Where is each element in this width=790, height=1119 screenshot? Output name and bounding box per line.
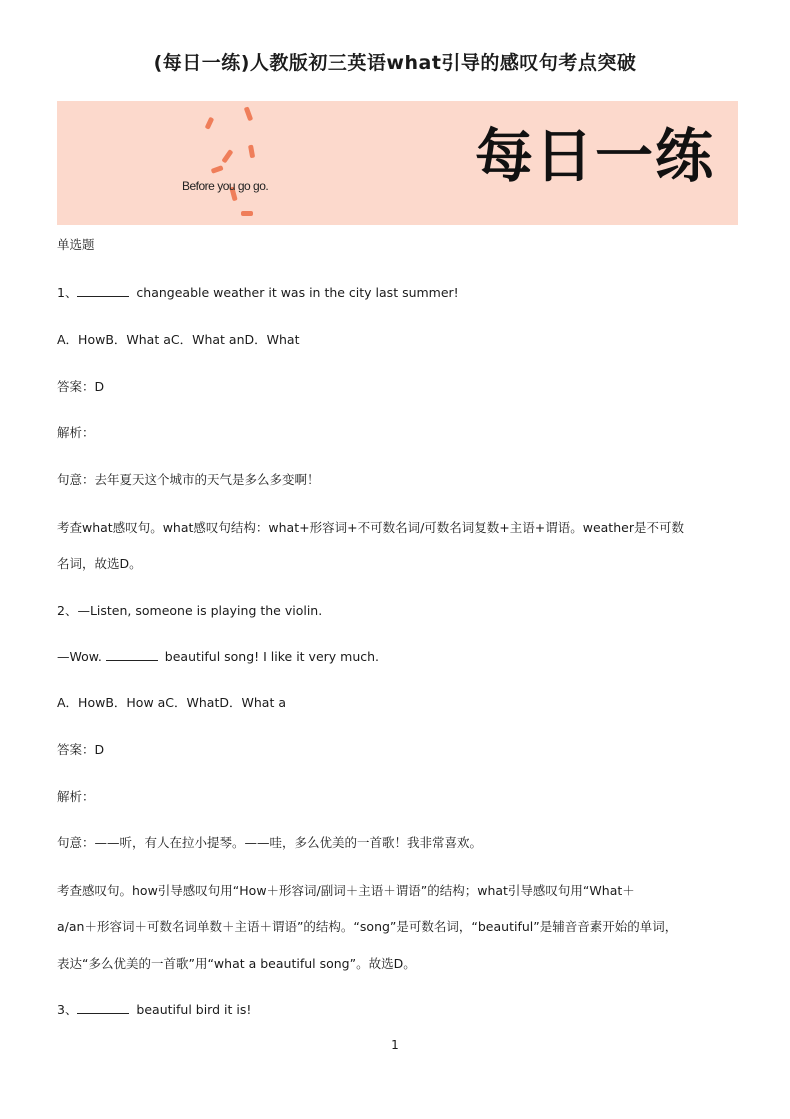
banner-heading: 每日一练 [475,122,716,190]
question-stem: beautiful bird it is! [132,1002,252,1017]
blank-line [106,648,158,661]
question-2-meaning: 句意：——听，有人在拉小提琴。——哇，多么优美的一首歌！我非常喜欢。 [57,835,483,850]
blank-line [77,284,129,297]
question-2-line2 [57,648,379,666]
question-2-explanation-cont: a/an＋形容词＋可数名词单数＋主语＋谓语”的结构。“song”是可数名词，“beautiful”是辅音音素开始的单词， [57,919,678,934]
question-2-answer: 答案：D [57,742,105,757]
dialogue-suffix: beautiful song! I like it very much. [160,649,380,664]
question-1-meaning: 句意：去年夏天这个城市的天气是多么多变啊！ [57,472,320,487]
question-1 [57,284,459,302]
question-2-explanation-end: 表达“多么优美的一首歌”用“what a beautiful song”。故选D。 [57,956,416,971]
question-stem: changeable weather it was in the city last summer! [132,285,459,300]
question-number: 1、 [57,285,78,300]
question-1-explanation: 考查what感叹句。what感叹句结构：what+形容词+不可数名词/可数名词复数+主语+谓语。weather是不可数 [57,520,684,535]
question-2-explanation: 考查感叹句。how引导感叹句用“How＋形容词/副词＋主语＋谓语”的结构；what引导感叹句用“What＋ [57,883,635,898]
question-2-analysis-label: 解析： [57,789,95,804]
banner-image [57,101,738,225]
question-1-analysis-label: 解析： [57,425,95,440]
question-2 [57,602,322,620]
dialogue-prefix: —Wow. [57,649,106,664]
question-number: 2、 [57,603,78,618]
page-number: 1 [391,1038,399,1052]
question-number: 3、 [57,1002,78,1017]
dialogue-line: —Listen, someone is playing the violin. [77,603,323,618]
blank-line [77,1001,129,1014]
question-1-answer: 答案：D [57,379,105,394]
document-title: (每日一练)人教版初三英语what引导的感叹句考点突破 [153,52,637,74]
question-1-explanation-cont: 名词，故选D。 [57,556,142,571]
section-label: 单选题 [57,237,95,252]
question-2-options: A．HowB．How aC．WhatD．What a [57,695,286,710]
question-3 [57,1001,251,1019]
banner-slogan: Before you go go. [182,179,269,193]
question-1-options: A．HowB．What aC．What anD．What [57,332,300,347]
